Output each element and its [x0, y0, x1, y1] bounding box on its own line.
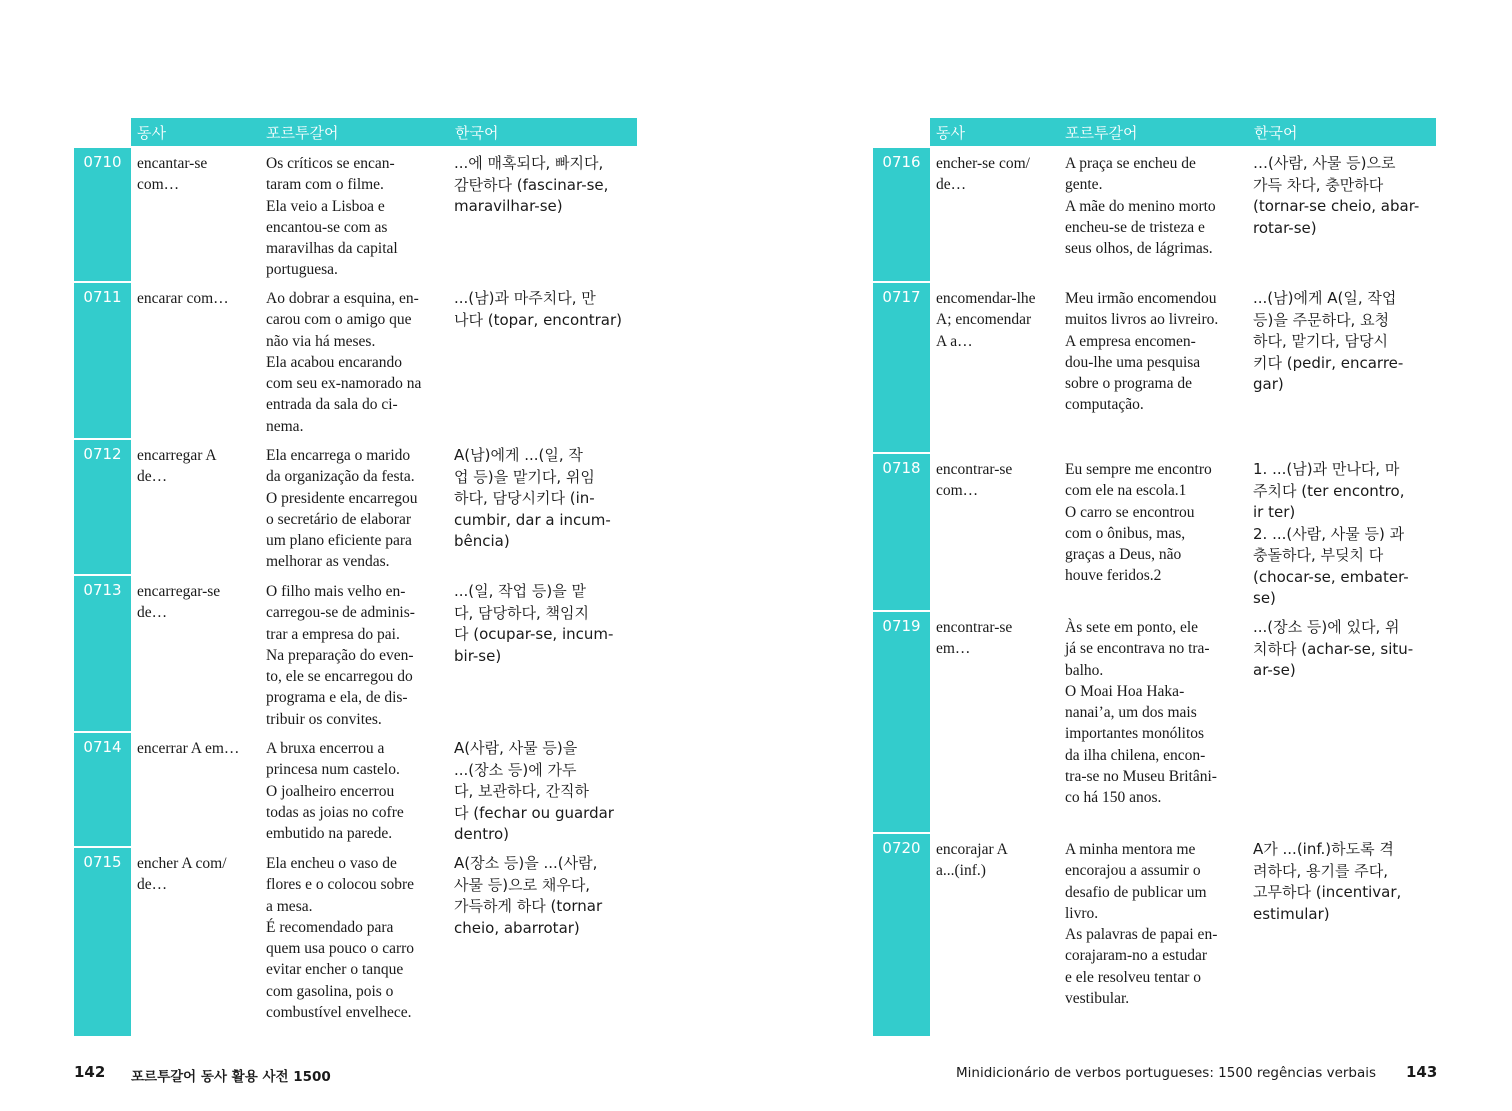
verb: encarregar A de… [137, 447, 217, 486]
korean-meaning: ...(장소 등)에 있다, 위 치하다 (achar-se, situ- ar-se) [1253, 618, 1414, 679]
portuguese-example: A bruxa encerrou a princesa num castelo. O joalheiro encerrou todas as joias no cofre embutido na parede. [266, 740, 404, 843]
header-portuguese: 포르투갈어 [1065, 124, 1138, 142]
portuguese-example: Ela encheu o vaso de flores e o colocou sobre a mesa. É recomendado para quem usa pouco o carro evitar encher o tanque com gasolina, pois o combustível envelhece. [266, 855, 415, 1022]
portuguese-example: A praça se encheu de gente. A mãe do menino morto encheu-se de tristeza e seus olhos, de lágrimas. [1065, 155, 1216, 258]
portuguese-example: O filho mais velho en- carregou-se de adminis- trar a empresa do pai. Na preparação do even- to, ele se encarregou do programa e ela, de dis- tribuir os convites. [266, 583, 415, 728]
portuguese-example: Eu sempre me encontro com ele na escola.1 O carro se encontrou com o ônibus, mas, graças a Deus, não houve feridos.2 [1065, 461, 1212, 585]
portuguese-example: Às sete em ponto, ele já se encontrava no tra- balho. O Moai Hoa Haka- nanai’a, um dos mais importantes monólitos da ilha chilena, encon- tra-se no Museu Britâni- co há 150 anos. [1065, 619, 1217, 807]
table-header [930, 118, 1436, 146]
verb: encarregar-se de… [137, 583, 221, 622]
header-verb: 동사 [936, 124, 965, 142]
korean-meaning: ...(일, 작업 등)을 맡 다, 담당하다, 책임지 다 (ocupar-se, incum- bir-se) [454, 582, 614, 665]
entry-row [74, 731, 637, 846]
verb: encantar-se com… [137, 155, 208, 194]
entry-row [873, 146, 1436, 282]
korean-meaning: ...(남)과 마주치다, 만 나다 (topar, encontrar) [454, 289, 623, 329]
entry-row [74, 438, 637, 574]
entry-row [873, 832, 1436, 1036]
korean-meaning: ...에 매혹되다, 빠지다, 감탄하다 (fascinar-se, maravilhar-se) [454, 154, 609, 215]
verb: encomendar-lhe A; encomendar A a… [936, 290, 1036, 350]
entry-number: 0714 [74, 733, 131, 846]
entry-row [74, 146, 637, 282]
verb: encher-se com/ de… [936, 155, 1030, 194]
entry-number: 0713 [74, 576, 131, 731]
verb: encorajar A a...(inf.) [936, 841, 1008, 880]
entry-row [873, 610, 1436, 832]
entry-number: 0712 [74, 440, 131, 574]
right-book-title: Minidicionário de verbos portugueses: 1500 regências verbais [956, 1065, 1377, 1081]
entry-number: 0711 [74, 283, 131, 438]
table-header [131, 118, 637, 146]
verb: encerrar A em… [137, 740, 240, 757]
entry-row [74, 574, 637, 731]
portuguese-example: Ela encarrega o marido da organização da festa. O presidente encarregou o secretário de elaborar um plano eficiente para melhorar as vendas. [266, 447, 418, 571]
entry-number: 0719 [873, 612, 930, 832]
korean-meaning: 1. ...(남)과 만나다, 마 주치다 (ter encontro, ir ter) 2. ...(사람, 사물 등) 과 충돌하다, 부딪치 다 (chocar-se, embater- se) [1253, 460, 1409, 607]
entry-number: 0710 [74, 148, 131, 282]
header-verb: 동사 [137, 124, 166, 142]
right-page-number: 143 [1406, 1063, 1438, 1081]
entry-row [74, 281, 637, 438]
portuguese-example: Os críticos se encan- taram com o filme. Ela veio a Lisboa e encantou-se com as maravilhas da capital portuguesa. [266, 155, 398, 279]
entry-number: 0718 [873, 454, 930, 610]
left-book-title: 포르투갈어 동사 활용 사전 1500 [131, 1069, 331, 1085]
portuguese-example: Ao dobrar a esquina, en- carou com o amigo que não via há meses. Ela acabou encarando com seu ex-namorado na entrada da sala do ci- nema. [266, 290, 422, 435]
korean-meaning: ...(남)에게 A(일, 작업 등)을 주문하다, 요청 하다, 맡기다, 담당시 키다 (pedir, encarre- gar) [1253, 289, 1404, 393]
entry-row [74, 846, 637, 1036]
verb: encontrar-se em… [936, 619, 1013, 658]
header-korean: 한국어 [1254, 124, 1298, 142]
portuguese-example: A minha mentora me encorajou a assumir o desafio de publicar um livro. As palavras de papai en- corajaram-no a estudar e ele resolveu tentar o vestibular. [1065, 841, 1218, 1008]
korean-meaning: …(사람, 사물 등)으로 가득 차다, 충만하다 (tornar-se cheio, abar- rotar-se) [1253, 154, 1420, 237]
entry-row [873, 452, 1436, 610]
korean-meaning: A가 ...(inf.)하도록 격 려하다, 용기를 주다, 고무하다 (incentivar, estimular) [1253, 840, 1402, 923]
entry-number: 0716 [873, 148, 930, 282]
korean-meaning: A(남)에게 ...(일, 작 업 등)을 맡기다, 위임 하다, 담당시키다 (in- cumbir, dar a incum- bência) [454, 446, 611, 550]
header-portuguese: 포르투갈어 [266, 124, 339, 142]
left-page-number: 142 [74, 1063, 106, 1081]
portuguese-example: Meu irmão encomendou muitos livros ao livreiro. A empresa encomen- dou-lhe uma pesquisa sobre o programa de computação. [1065, 290, 1219, 414]
verb: encher A com/ de… [137, 855, 227, 894]
verb: encontrar-se com… [936, 461, 1013, 500]
header-korean: 한국어 [455, 124, 499, 142]
verb: encarar com… [137, 290, 229, 307]
korean-meaning: A(장소 등)을 ...(사람, 사물 등)으로 채우다, 가득하게 하다 (tornar cheio, abarrotar) [454, 854, 603, 937]
korean-meaning: A(사람, 사물 등)을 ...(장소 등)에 가두 다, 보관하다, 간직하 다 (fechar ou guardar dentro) [454, 739, 614, 843]
entry-number: 0717 [873, 283, 930, 452]
entry-number: 0715 [74, 848, 131, 1036]
entry-row [873, 281, 1436, 452]
entry-number: 0720 [873, 834, 930, 1036]
